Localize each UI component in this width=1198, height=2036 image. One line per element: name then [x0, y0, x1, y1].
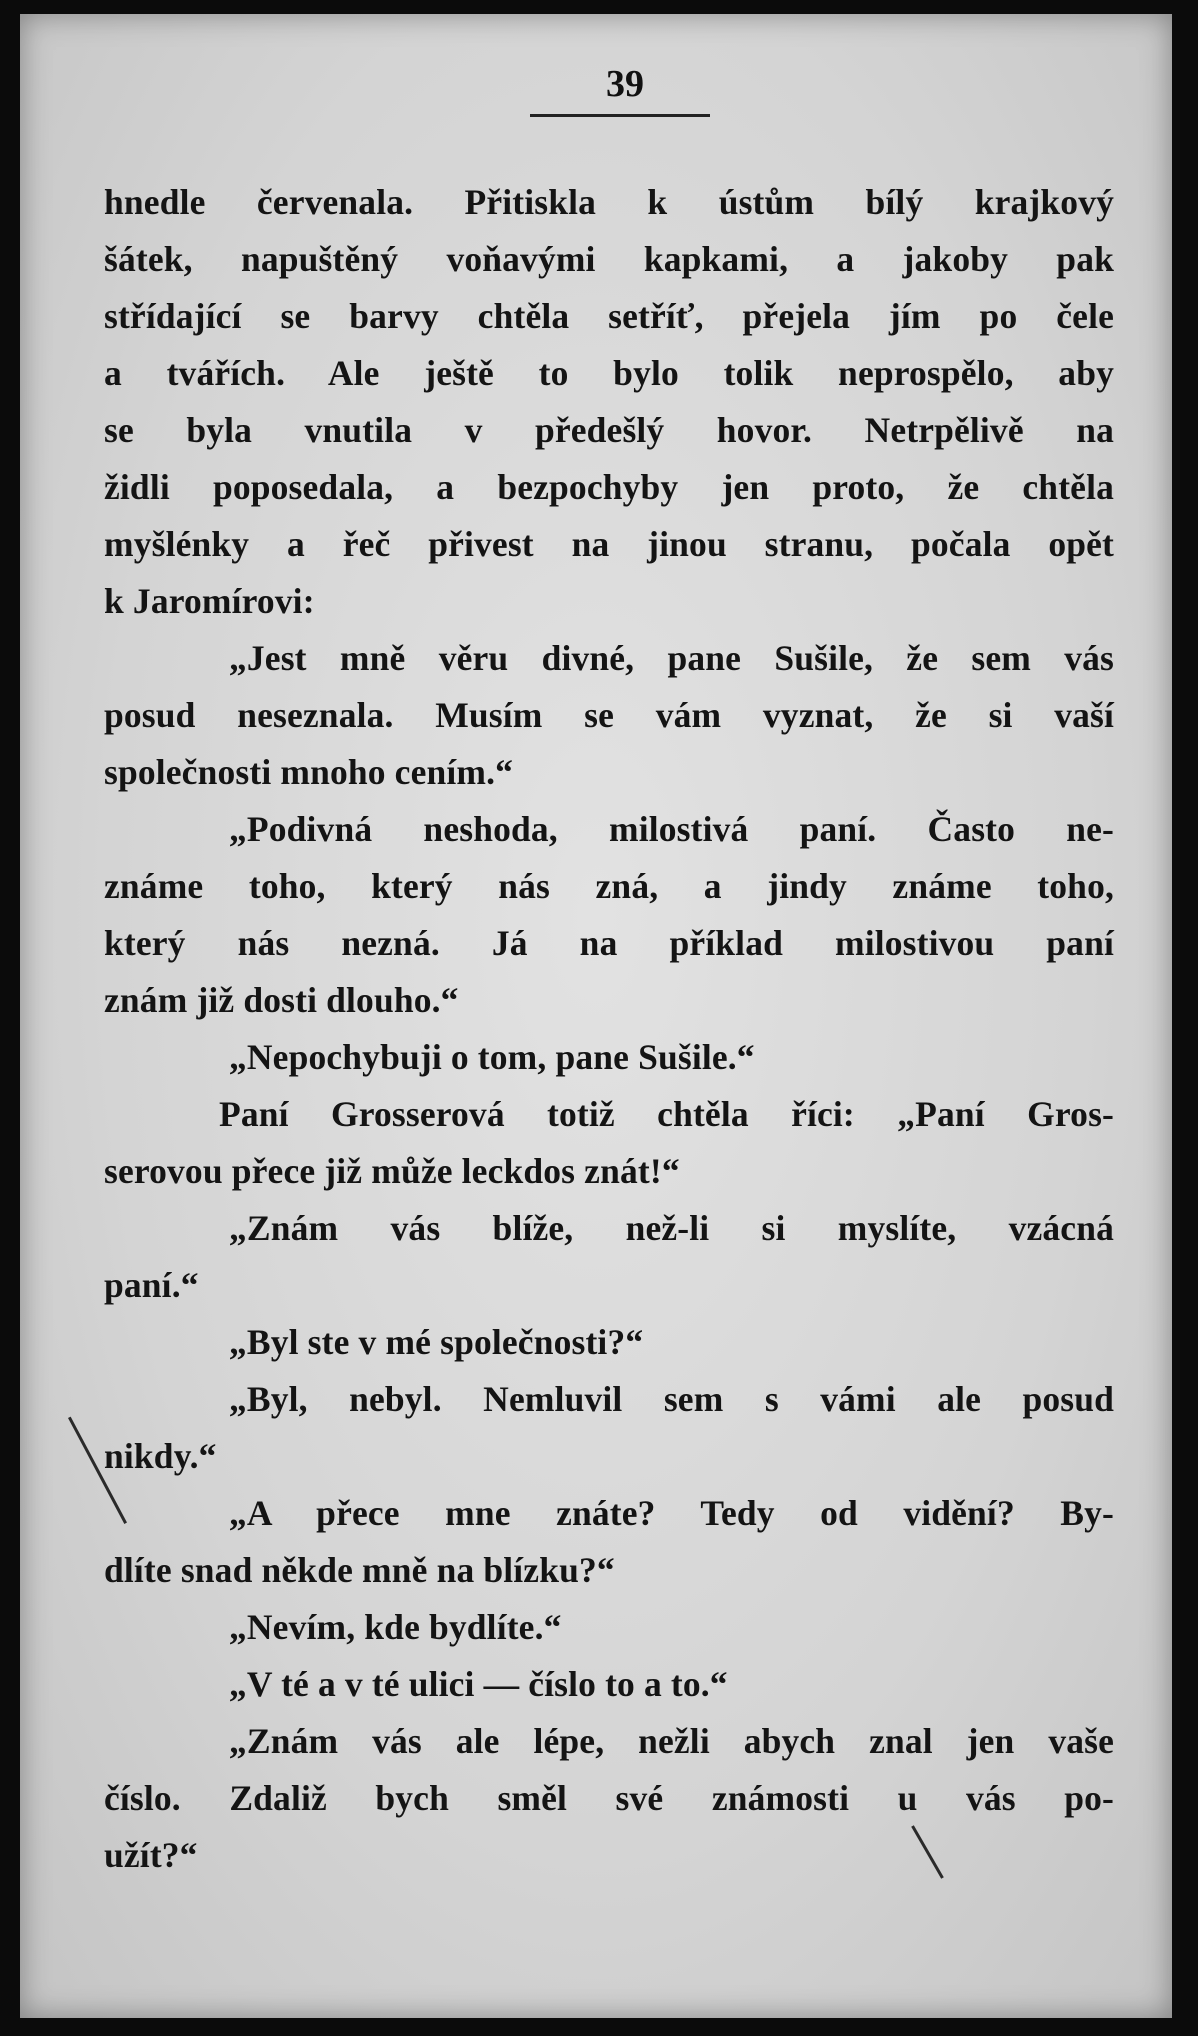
text-line: „Podivná neshoda, milostivá paní. Často ne-: [229, 809, 1114, 849]
page-number-rule: [530, 114, 710, 117]
text-line: židli poposedala, a bezpochyby jen proto, že chtěla: [104, 467, 1114, 507]
text-line: Paní Grosserová totiž chtěla říci: „Paní Gros-: [219, 1094, 1114, 1134]
text-line: myšlénky a řeč přivest na jinou stranu, počala opět: [104, 524, 1114, 564]
text-line: „Jest mně věru divné, pane Sušile, že sem vás: [229, 638, 1114, 678]
text-line: se byla vnutila v předešlý hovor. Netrpělivě na: [104, 410, 1114, 450]
text-line: „V té a v té ulici — číslo to a to.“: [229, 1664, 728, 1704]
text-line: „Byl ste v mé společnosti?“: [229, 1322, 644, 1362]
text-line: a tvářích. Ale ještě to bylo tolik neprospělo, aby: [104, 353, 1114, 393]
text-line: posud neseznala. Musím se vám vyznat, že si vaší: [104, 695, 1114, 735]
book-page: [20, 14, 1172, 2018]
text-line: „Byl, nebyl. Nemluvil sem s vámi ale posud: [229, 1379, 1114, 1419]
text-line: „A přece mne znáte? Tedy od vidění? By-: [229, 1493, 1114, 1533]
text-line: paní.“: [104, 1265, 199, 1305]
text-line: nikdy.“: [104, 1436, 217, 1476]
text-line: k Jaromírovi:: [104, 581, 315, 621]
text-line: který nás nezná. Já na příklad milostivou paní: [104, 923, 1114, 963]
text-line: „Znám vás blíže, než-li si myslíte, vzácná: [229, 1208, 1114, 1248]
text-line: užít?“: [104, 1835, 198, 1875]
text-line: serovou přece již může leckdos znát!“: [104, 1151, 680, 1191]
text-line: „Nevím, kde bydlíte.“: [229, 1607, 562, 1647]
body-text: [104, 174, 1114, 1884]
text-line: znám již dosti dlouho.“: [104, 980, 459, 1020]
text-line: číslo. Zdaliž bych směl své známosti u vás po-: [104, 1778, 1114, 1818]
text-line: společnosti mnoho cením.“: [104, 752, 514, 792]
text-line: šátek, napuštěný voňavými kapkami, a jakoby pak: [104, 239, 1114, 279]
text-line: „Nepochybuji o tom, pane Sušile.“: [229, 1037, 755, 1077]
text-line: dlíte snad někde mně na blízku?“: [104, 1550, 615, 1590]
text-line: hnedle červenala. Přitiskla k ústům bílý krajkový: [104, 182, 1114, 222]
text-line: „Znám vás ale lépe, nežli abych znal jen vaše: [229, 1721, 1114, 1761]
text-line: střídající se barvy chtěla setříť, přejela jím po čele: [104, 296, 1114, 336]
page-number: 39: [606, 63, 644, 105]
text-line: známe toho, který nás zná, a jindy známe toho,: [104, 866, 1114, 906]
